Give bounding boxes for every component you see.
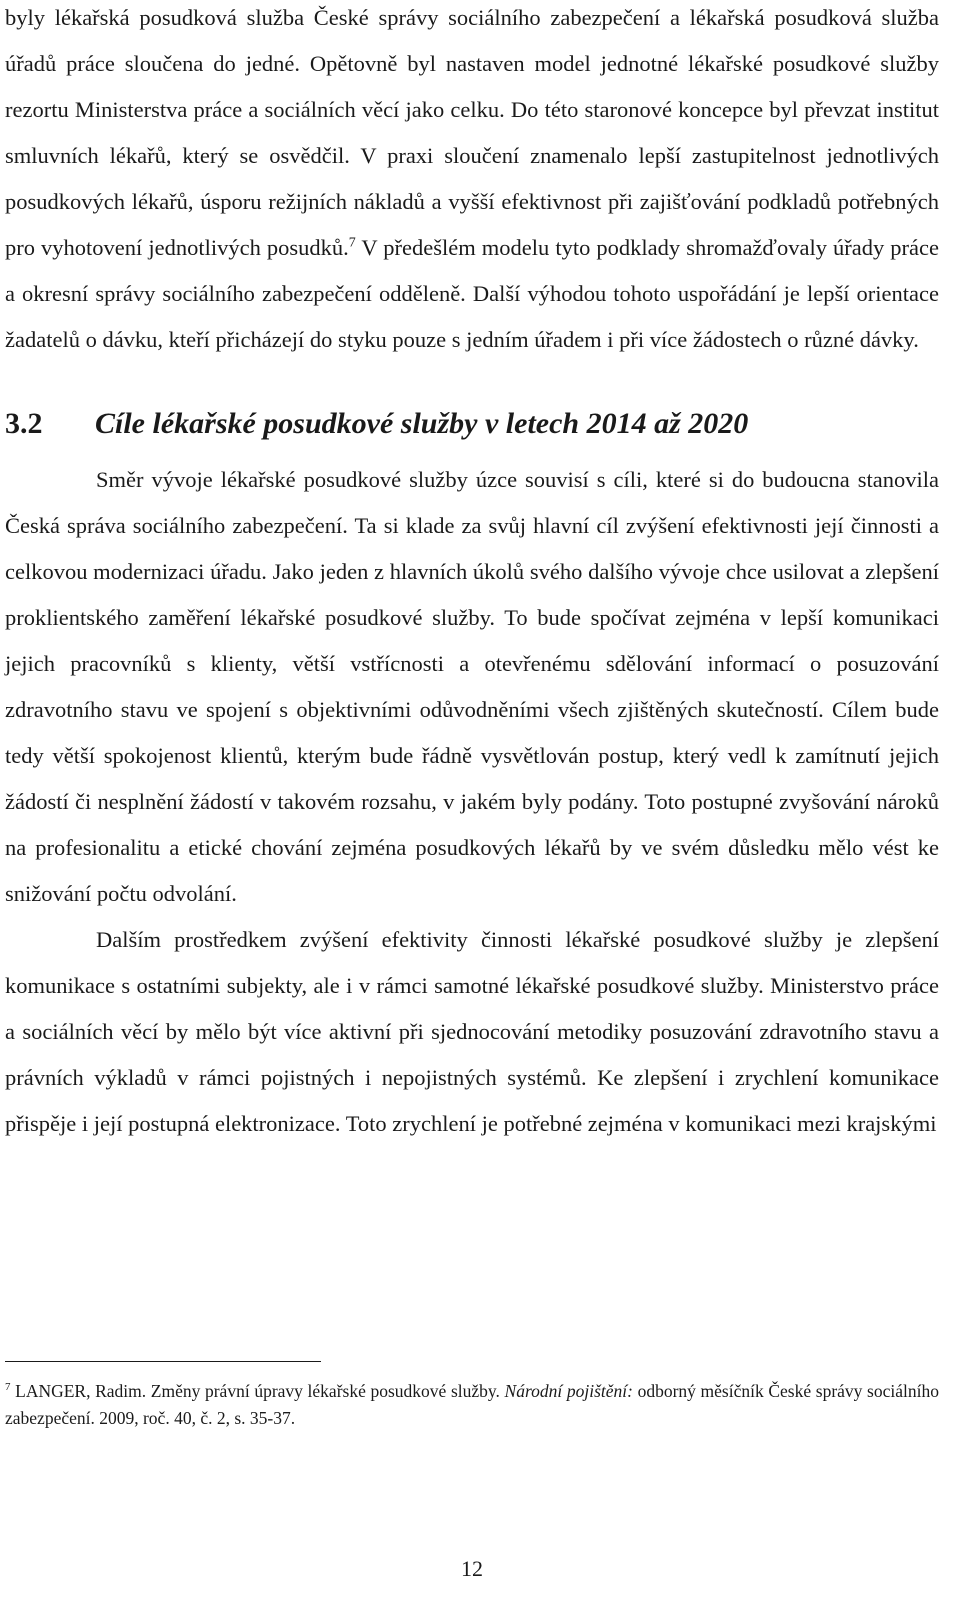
footnote-reference[interactable]: 7: [348, 235, 356, 251]
section-heading: [5, 401, 939, 447]
document-page: [5, 0, 939, 1147]
paragraph-intro-text-a: byly lékařská posudková služba České správy sociálního zabezpečení a lékařská posudková služba úřadů práce sloučena do jedné. Opětovně byl nastaven model jednotné lékařské posudkové služby rezortu Ministerstva práce a sociálních věcí jako celku. Do této staronové koncepce byl převzat institut smluvních lékařů, který se osvědčil. V praxi sloučení znamenalo lepší zastupitelnost jednotlivých posudkových lékařů, úsporu režijních nákladů a vyšší efektivnost při zajišťování podkladů potřebných pro vyhotovení jednotlivých posudků.: [5, 5, 939, 260]
footnote-text-a: LANGER, Radim. Změny právní úpravy lékařské posudkové služby.: [10, 1381, 505, 1401]
section-body: [5, 457, 939, 1147]
footnote-journal-title: Národní pojištění:: [504, 1381, 633, 1401]
footnote-text-b: odborný měsíčník České správy sociálního zabezpečení. 2009, roč. 40, č. 2, s. 35-37.: [5, 1381, 939, 1428]
footnote-number: 7: [5, 1381, 11, 1394]
section-paragraph-2: Dalším prostředkem zvýšení efektivity činnosti lékařské posudkové služby je zlepšení komunikace s ostatními subjekty, ale i v rámci samotné lékařské posudkové služby. Ministerstvo práce a sociálních věcí by mělo být více aktivní při sjednocování metodiky posuzování zdravotního stavu a právních výkladů v rámci pojistných i nepojistných systémů. Ke zlepšení i zrychlení komunikace přispěje i její postupná elektronizace. Toto zrychlení je potřebné zejména v komunikaci mezi krajskými: [5, 927, 939, 1136]
section-paragraph-1: Směr vývoje lékařské posudkové služby úzce souvisí s cíli, které si do budoucna stanovila Česká správa sociálního zabezpečení. Ta si klade za svůj hlavní cíl zvýšení efektivnosti její činnosti a celkovou modernizaci úřadu. Jako jeden z hlavních úkolů svého dalšího vývoje chce usilovat a zlepšení proklientského zaměření lékařské posudkové služby. To bude spočívat zejména v lepší komunikaci jejich pracovníků s klienty, větší vstřícnosti a otevřenému sdělování informací o posuzování zdravotního stavu ve spojení s objektivními odůvodněními všech zjištěných skutečností. Cílem bude tedy větší spokojenost klientů, kterým bude řádně vysvětlován postup, který vedl k zamítnutí jejich žádostí či nesplnění žádostí v takovém rozsahu, v jakém byly podány. Toto postupné zvyšování nároků na profesionalitu a etické chování zejména posudkových lékařů by ve svém důsledku mělo vést ke snižování počtu odvolání.: [5, 467, 939, 906]
paragraph-intro: [5, 0, 939, 363]
footnote-separator: [5, 1361, 321, 1362]
paragraph-intro-text-b: V předešlém modelu tyto podklady shromažďovaly úřady práce a okresní správy sociálního zabezpečení odděleně. Další výhodou tohoto uspořádání je lepší orientace žadatelů o dávku, kteří přicházejí do styku pouze s jedním úřadem i při více žádostech o různé dávky.: [5, 235, 939, 352]
footnote: [5, 1378, 939, 1432]
section-number: 3.2: [5, 407, 43, 440]
page-number: 12: [461, 1556, 483, 1581]
section-title: Cíle lékařské posudkové služby v letech 2014 až 2020: [95, 407, 749, 440]
